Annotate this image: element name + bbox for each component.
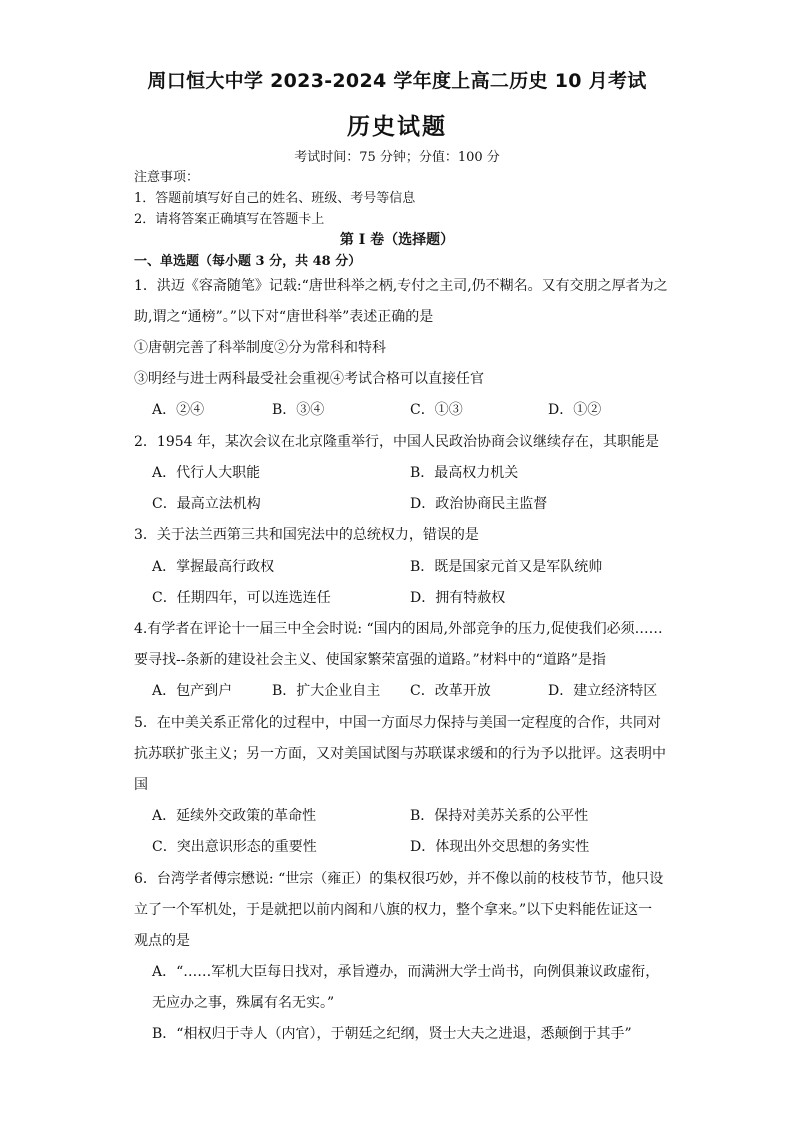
question-4-option-c: C．改革开放: [410, 683, 491, 699]
question-6-option-a-continued: 无应办之事，殊属有名无实。”: [152, 995, 335, 1011]
question-4-option-b: B．扩大企业自主: [272, 683, 381, 699]
question-1-line: 1．洪迈《容斋随笔》记载:“唐世科举之柄,专付之主司,仍不糊名。又有交朋之厚者为之: [134, 278, 668, 294]
question-2-option-c: C．最高立法机构: [152, 496, 261, 512]
question-3-option-a: A．掌握最高行政权: [152, 559, 275, 575]
question-5-line: 国: [134, 777, 148, 793]
question-5-option-d: D．体现出外交思想的务实性: [410, 839, 590, 855]
question-1-option-b: B．③④: [272, 402, 325, 418]
question-2-option-b: B．最高权力机关: [410, 465, 519, 481]
question-1-line: ③明经与进士两科最受社会重视④考试合格可以直接任官: [134, 371, 484, 387]
question-5-option-c: C．突出意识形态的重要性: [152, 839, 317, 855]
exam-info: 考试时间：75 分钟；分值：100 分: [294, 150, 500, 165]
question-5-option-b: B．保持对美苏关系的公平性: [410, 808, 589, 824]
question-6-line: 立了一个军机处，于是就把以前内阁和八旗的权力，整个拿来。”以下史料能佐证这一: [134, 902, 653, 918]
question-6-line: 6．台湾学者傅宗懋说: “世宗（雍正）的集权很巧妙，并不像以前的枝枝节节，他只设: [134, 871, 664, 887]
question-4-option-d: D．建立经济特区: [548, 683, 658, 699]
question-3-option-b: B．既是国家元首又是军队统帅: [410, 559, 603, 575]
question-4-line: 要寻找--条新的建设社会主义、使国家繁荣富强的道路。”材料中的“道路”是指: [134, 652, 606, 668]
part-heading: 一、单选题（每小题 3 分，共 48 分）: [134, 254, 362, 269]
question-2-line: 2．1954 年，某次会议在北京隆重举行，中国人民政治协商会议继续存在，其职能是: [134, 434, 659, 450]
question-2-option-d: D．政治协商民主监督: [410, 496, 548, 512]
question-1-line: ①唐朝完善了科举制度②分为常科和特科: [134, 340, 386, 356]
question-1-option-a: A．②④: [152, 402, 205, 418]
section-title: 第 I 卷（选择题）: [339, 232, 455, 248]
question-5-line: 抗苏联扩张主义；另一方面，又对美国试图与苏联谋求缓和的行为予以批评。这表明中: [134, 746, 666, 762]
question-6-line: 观点的是: [134, 933, 190, 949]
question-6-option-b: B．“相权归于寺人（内官），于朝廷之纪纲，贤士大夫之进退，悉颠倒于其手”: [152, 1026, 632, 1042]
question-1-line: 助,谓之“通榜”。”以下对“唐世科举”表述正确的是: [134, 309, 434, 325]
question-3-line: 3．关于法兰西第三共和国宪法中的总统权力，错误的是: [134, 527, 479, 543]
exam-title: 周口恒大中学 2023-2024 学年度上高二历史 10 月考试: [147, 70, 647, 92]
exam-subtitle: 历史试题: [347, 114, 447, 140]
question-4-option-a: A．包产到户: [152, 683, 233, 699]
question-5-line: 5．在中美关系正常化的过程中，中国一方面尽力保持与美国一定程度的合作，共同对: [134, 715, 661, 731]
question-3-option-c: C．任期四年，可以连选连任: [152, 590, 331, 606]
notes-item: 1．答题前填写好自己的姓名、班级、考号等信息: [134, 191, 416, 206]
notes-heading: 注意事项：: [134, 170, 200, 185]
question-6-option-a: A．“……军机大臣每日找对，承旨遵办，而满洲大学士尚书，向例俱兼议政虚衔，: [152, 964, 660, 980]
question-2-option-a: A．代行人大职能: [152, 465, 261, 481]
question-1-option-d: D．①②: [548, 402, 602, 418]
question-1-option-c: C．①③: [410, 402, 463, 418]
question-4-line: 4.有学者在评论十一届三中全会时说: “国内的困局,外部竞争的压力,促使我们必须……: [134, 621, 663, 637]
question-5-option-a: A．延续外交政策的革命性: [152, 808, 317, 824]
notes-item: 2．请将答案正确填写在答题卡上: [134, 212, 325, 227]
question-3-option-d: D．拥有特赦权: [410, 590, 506, 606]
